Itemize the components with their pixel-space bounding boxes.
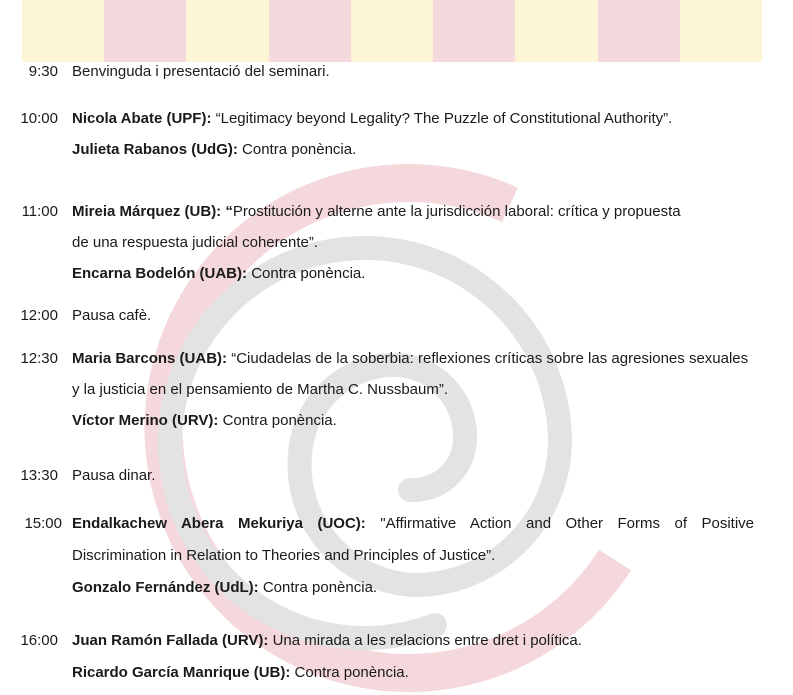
time-label: 9:30 [28, 63, 58, 80]
speaker-name: Maria Barcons (UAB): [72, 350, 228, 367]
quote-mark: “ [225, 203, 233, 220]
talk-title: “Ciudadelas de la soberbia: reflexiones críticas sobre las agresiones sexuales [231, 350, 749, 367]
speaker-name: Juan Ramón Fallada (URV): [72, 632, 269, 649]
respondent-name: Ricardo García Manrique (UB): [72, 664, 291, 681]
item-description: Pausa dinar. [72, 467, 156, 484]
time-label: 16:00 [20, 632, 58, 649]
speaker-name: Endalkachew Abera Mekuriya (UOC): [72, 515, 366, 532]
time-label: 10:00 [20, 110, 58, 127]
time-label: 13:30 [20, 467, 58, 484]
time-label: 12:30 [20, 350, 58, 367]
talk-title: “Legitimacy beyond Legality? The Puzzle of Constitutional Authority”. [215, 110, 673, 127]
decorative-header-band [22, 0, 762, 62]
speaker-name: Mireia Márquez (UB): [72, 203, 222, 220]
talk-title: Una mirada a les relacions entre dret i política. [272, 632, 582, 649]
time-label: 12:00 [20, 307, 58, 324]
speaker-name: Nicola Abate (UPF): [72, 110, 212, 127]
respondent-name: Encarna Bodelón (UAB): [72, 265, 248, 282]
respondent-label: Contra ponència. [294, 664, 409, 681]
item-description: Pausa cafè. [72, 307, 152, 324]
respondent-name: Julieta Rabanos (UdG): [72, 141, 238, 158]
respondent-label: Contra ponència. [251, 265, 366, 282]
respondent-name: Víctor Merino (URV): [72, 412, 219, 429]
talk-title-cont: Discrimination in Relation to Theories and Principles of Justice”. [72, 547, 496, 564]
talk-title-cont: de una respuesta judicial coherente”. [72, 234, 318, 251]
talk-title: Prostitución y alterne ante la jurisdicción laboral: crítica y propuesta [232, 203, 681, 220]
item-description: Benvinguda i presentació del seminari. [72, 63, 330, 80]
respondent-label: Contra ponència. [242, 141, 357, 158]
respondent-label: Contra ponència. [262, 579, 378, 596]
talk-title: "Affirmative Action and Other Forms of Positive [380, 515, 754, 532]
time-label: 11:00 [21, 203, 58, 220]
respondent-label: Contra ponència. [222, 412, 337, 429]
respondent-name: Gonzalo Fernández (UdL): [72, 579, 259, 596]
talk-title-cont: y la justicia en el pensamiento de Martha C. Nussbaum”. [72, 381, 449, 398]
time-label: 15:00 [24, 515, 62, 532]
